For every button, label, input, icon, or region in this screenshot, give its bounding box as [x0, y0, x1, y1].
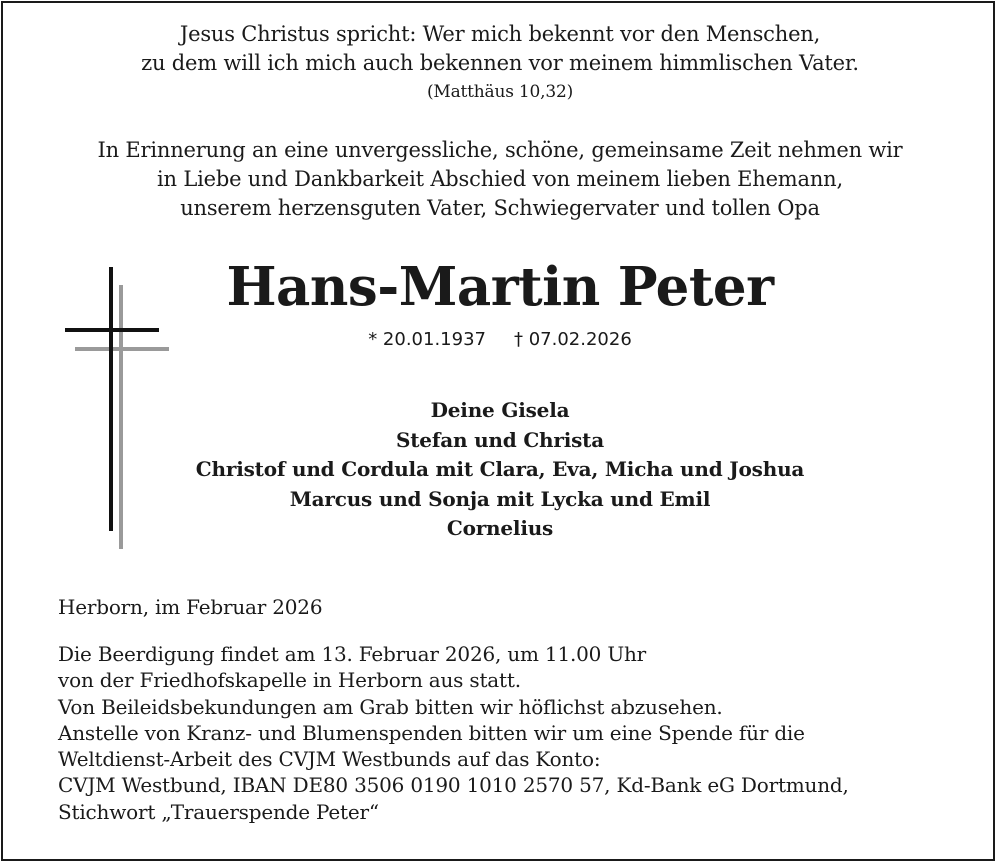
- place-date: Herborn, im Februar 2026: [58, 595, 323, 619]
- details-line: Die Beerdigung findet am 13. Februar 2026, um 11.00 Uhr: [58, 642, 647, 666]
- intro-line: in Liebe und Dankbarkeit Abschied von meinem lieben Ehemann,: [157, 167, 843, 191]
- details-line: Anstelle von Kranz- und Blumenspenden bitten wir um eine Spende für die: [58, 720, 805, 745]
- birth-date: * 20.01.1937: [368, 329, 486, 350]
- intro-text: [0, 136, 1000, 223]
- family-member: Stefan und Christa: [396, 427, 604, 452]
- intro-line: unserem herzensguten Vater, Schwiegervater und tollen Opa: [180, 196, 820, 220]
- details-line: Stichwort „Trauerspende Peter“: [58, 799, 379, 824]
- quote-line: Jesus Christus spricht: Wer mich bekennt vor den Menschen,: [179, 22, 821, 46]
- quote-line: zu dem will ich mich auch bekennen vor meinem himmlischen Vater.: [141, 51, 859, 75]
- family-member: Cornelius: [446, 516, 554, 540]
- intro-line: In Erinnerung an eine unvergessliche, schöne, gemeinsame Zeit nehmen wir: [97, 138, 903, 162]
- deceased-name: Hans-Martin Peter: [226, 256, 774, 318]
- details-line: CVJM Westbund, IBAN DE80 3506 0190 1010 2570 57, Kd-Bank eG Dortmund,: [58, 773, 849, 798]
- bible-quote: [0, 20, 1000, 107]
- family-member: Marcus und Sonja mit Lycka und Emil: [289, 486, 711, 511]
- death-date: † 07.02.2026: [514, 329, 632, 350]
- quote-reference: (Matthäus 10,32): [426, 82, 574, 102]
- details-line: Von Beileidsbekundungen am Grab bitten wir höflichst abzusehen.: [58, 694, 723, 719]
- family-member: Christof und Cordula mit Clara, Eva, Micha und Joshua: [195, 457, 805, 481]
- details-line: von der Friedhofskapelle in Herborn aus statt.: [58, 668, 521, 693]
- family-member: Deine Gisela: [430, 398, 570, 422]
- details-line: Weltdienst-Arbeit des CVJM Westbunds auf das Konto:: [58, 747, 601, 772]
- life-dates: [0, 327, 1000, 353]
- funeral-details: [58, 641, 958, 825]
- family-list: [0, 396, 1000, 544]
